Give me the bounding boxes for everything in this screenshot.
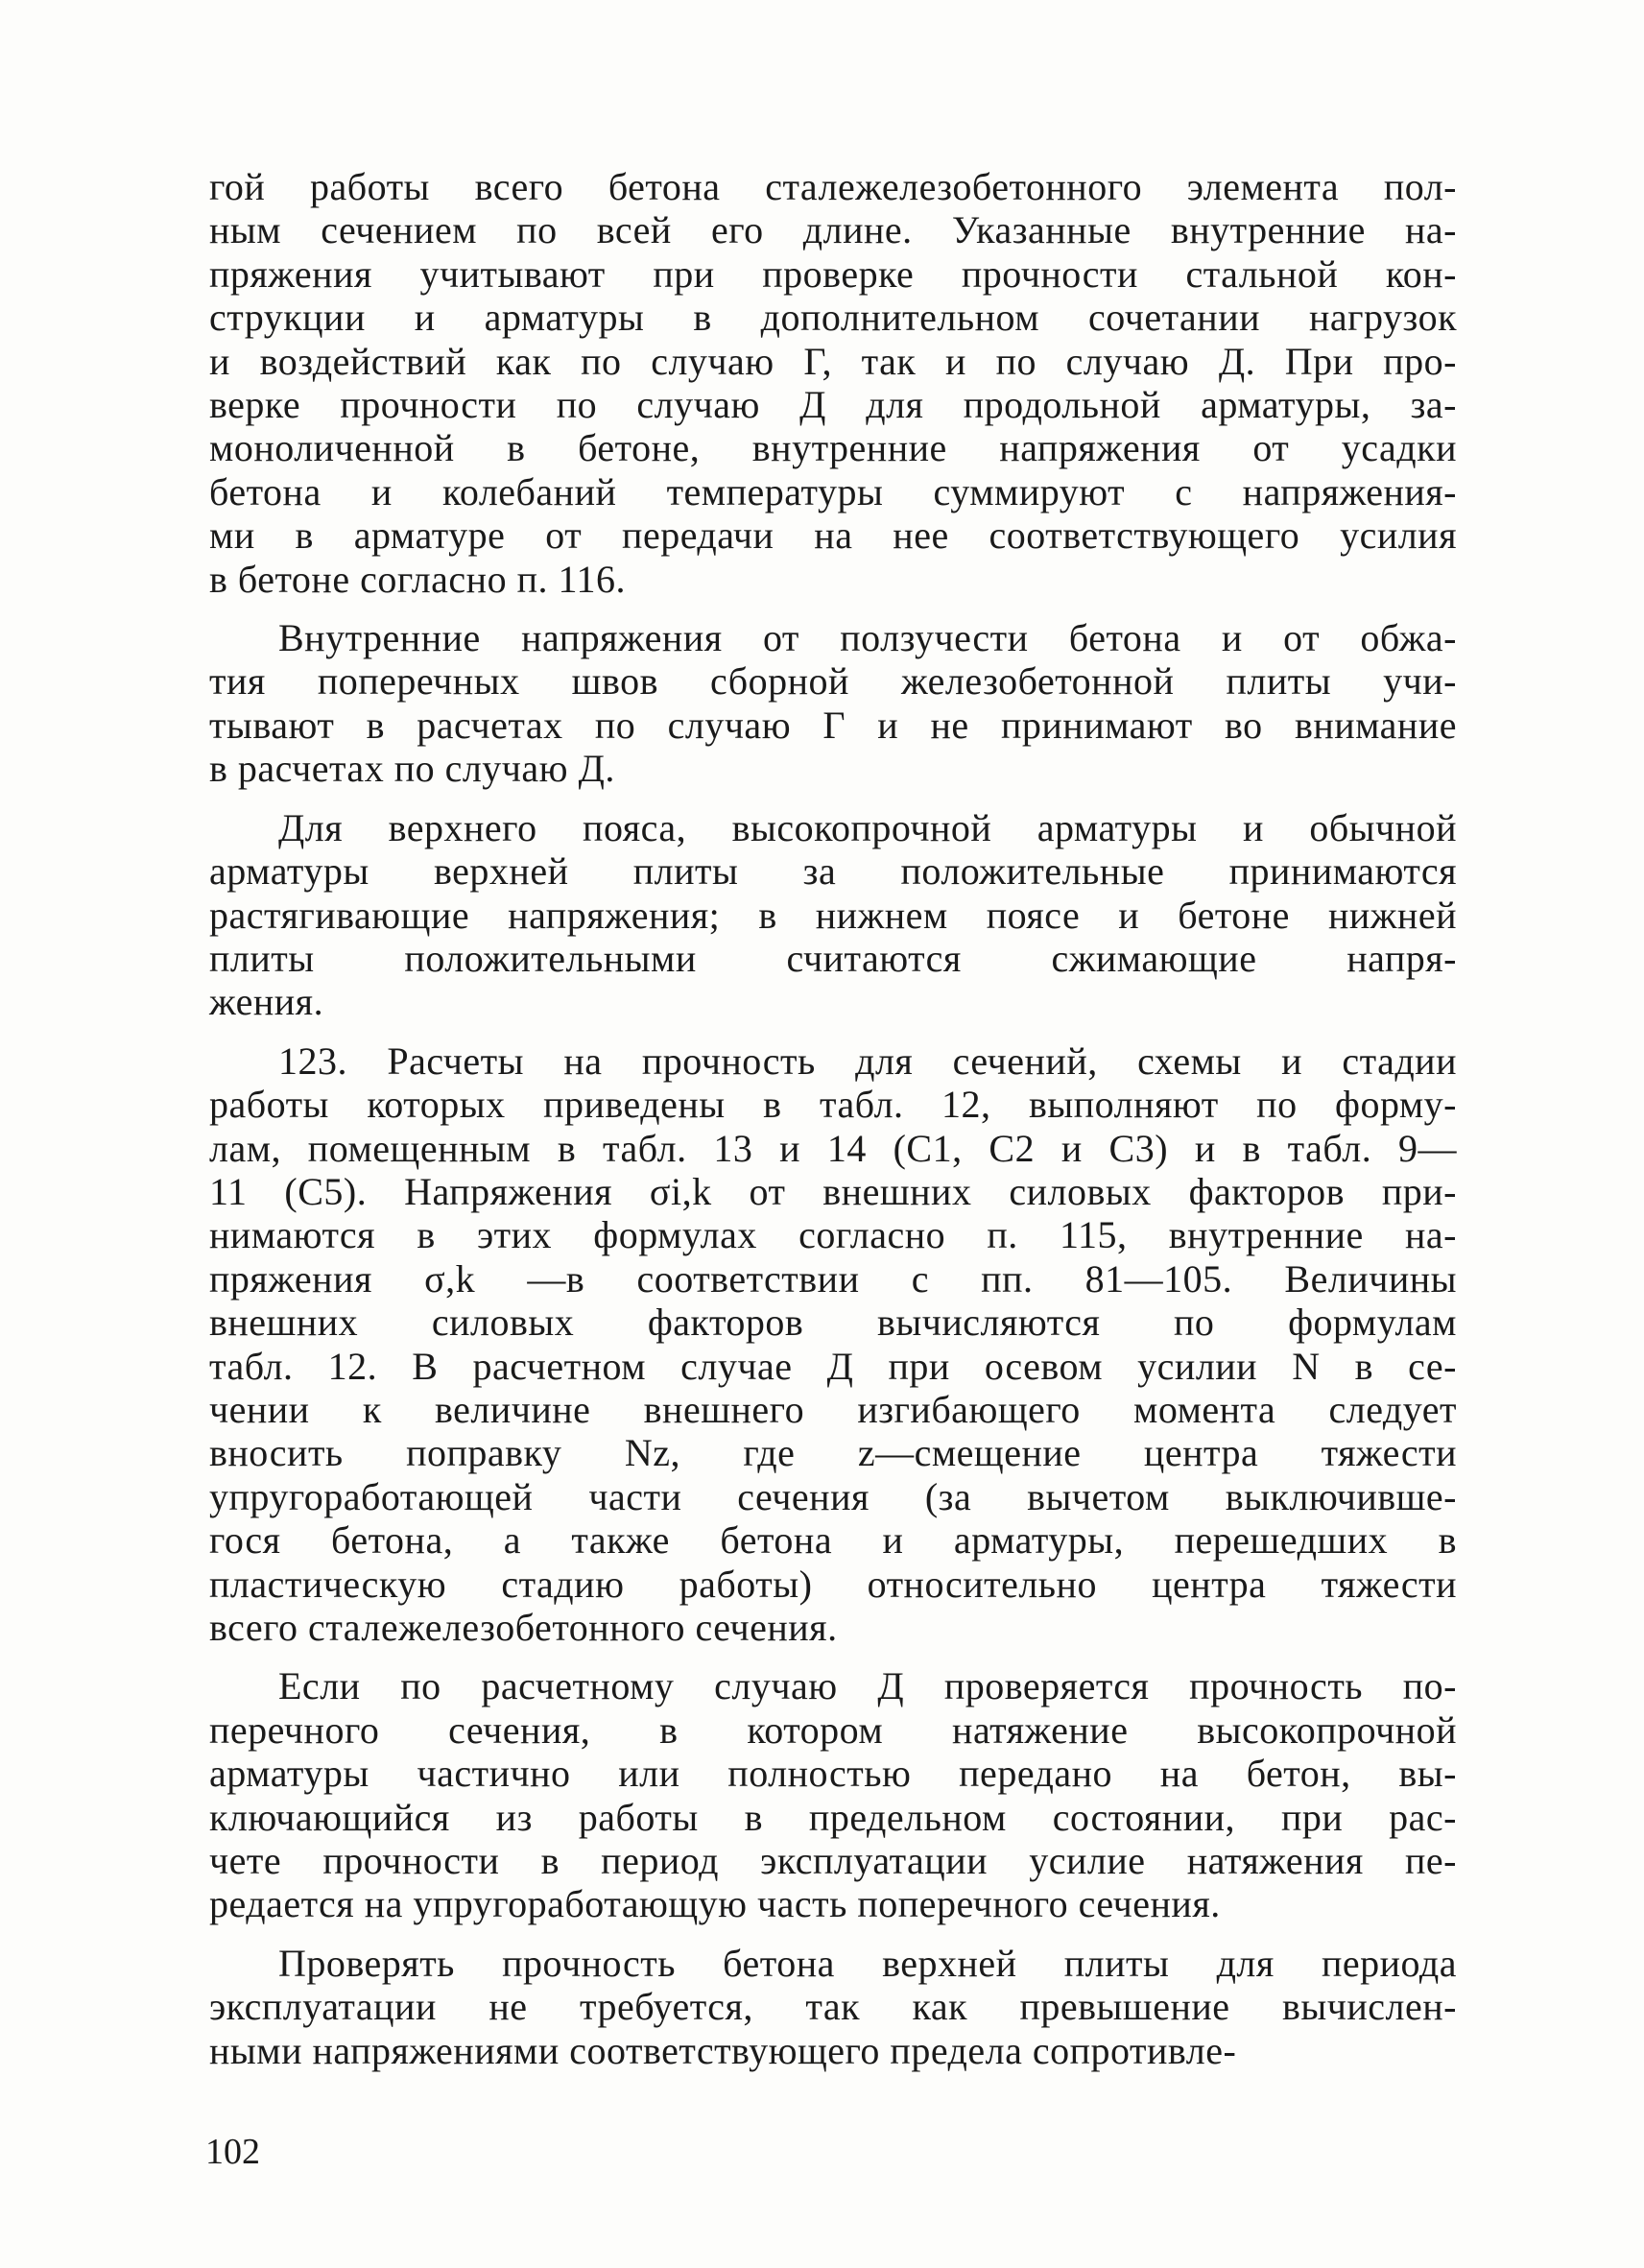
text-line: пряжения σ,k —в соответствии с пп. 81—105. Величины xyxy=(209,1256,1457,1301)
paragraph xyxy=(209,165,1457,601)
text-line: вносить поправку Nz, где z—смещение центра тяжести xyxy=(209,1431,1457,1475)
paragraph xyxy=(209,806,1457,1024)
text-line: пряжения учитывают при проверке прочности стальной кон- xyxy=(209,251,1457,296)
text-line: плиты положительными считаются сжимающие напря- xyxy=(209,936,1457,980)
text-line: Внутренние напряжения от ползучести бетона и от обжа- xyxy=(278,616,1457,660)
text-line: и воздействий как по случаю Г, так и по случаю Д. При про- xyxy=(209,339,1457,383)
text-line: тия поперечных швов сборной железобетонной плиты учи- xyxy=(209,659,1457,704)
text-line: моноличенной в бетоне, внутренние напряжения от усадки xyxy=(209,426,1457,470)
text-line: эксплуатации не требуется, так как превышение вычислен- xyxy=(209,1985,1457,2029)
text-line: редается на упругоработающую часть поперечного сечения. xyxy=(209,1882,1221,1926)
text-line: струкции и арматуры в дополнительном сочетании нагрузок xyxy=(209,296,1457,340)
text-line: ным сечением по всей его длине. Указанные внутренние на- xyxy=(209,208,1457,252)
text-line: чении к величине внешнего изгибающего момента следует xyxy=(209,1387,1457,1431)
paragraph xyxy=(209,1942,1457,2072)
text-line: в расчетах по случаю Д. xyxy=(209,747,615,791)
paragraph xyxy=(209,616,1457,791)
text-line: ключающийся из работы в предельном состоянии, при рас- xyxy=(209,1795,1457,1839)
text-line: Проверять прочность бетона верхней плиты для периода xyxy=(278,1941,1457,1985)
text-line: Если по расчетному случаю Д проверяется прочность по- xyxy=(278,1664,1457,1708)
text-line: всего сталежелезобетонного сечения. xyxy=(209,1606,838,1649)
text-line: нимаются в этих формулах согласно п. 115, внутренние на- xyxy=(209,1213,1457,1257)
page-number: 102 xyxy=(205,2132,260,2172)
text-line: жения. xyxy=(209,980,324,1024)
text-line: Для верхнего пояса, высокопрочной арматуры и обычной xyxy=(278,805,1457,849)
text-line: упругоработающей части сечения (за вычетом выключивше- xyxy=(209,1474,1457,1518)
text-line: в бетоне согласно п. 116. xyxy=(209,557,627,601)
text-line: работы которых приведены в табл. 12, выполняют по форму- xyxy=(209,1083,1457,1127)
body-text xyxy=(209,165,1457,2088)
paragraph xyxy=(209,1664,1457,1925)
text-line: арматуры частично или полностью передано на бетон, вы- xyxy=(209,1752,1457,1796)
text-line: лам, помещенным в табл. 13 и 14 (С1, С2 и С3) и в табл. 9— xyxy=(209,1126,1457,1170)
text-line: пластическую стадию работы) относительно центра тяжести xyxy=(209,1562,1457,1606)
text-line: табл. 12. В расчетном случае Д при осевом усилии N в се- xyxy=(209,1344,1457,1388)
text-line: ми в арматуре от передачи на нее соответствующего усилия xyxy=(209,513,1457,558)
text-line: верке прочности по случаю Д для продольной арматуры, за- xyxy=(209,383,1457,427)
paragraph xyxy=(209,1039,1457,1650)
text-line: растягивающие напряжения; в нижнем поясе и бетоне нижней xyxy=(209,893,1457,937)
text-line: перечного сечения, в котором натяжение высокопрочной xyxy=(209,1707,1457,1752)
text-line: ными напряжениями соответствующего предела сопротивле- xyxy=(209,2028,1237,2072)
text-line: гося бетона, а также бетона и арматуры, перешедших в xyxy=(209,1518,1457,1563)
text-line: арматуры верхней плиты за положительные принимаются xyxy=(209,849,1457,894)
text-line: бетона и колебаний температуры суммируют с напряжения- xyxy=(209,469,1457,513)
text-line: чете прочности в период эксплуатации усилие натяжения пе- xyxy=(209,1839,1457,1883)
text-line: 11 (С5). Напряжения σi,k от внешних силовых факторов при- xyxy=(209,1169,1457,1213)
text-line: 123. Расчеты на прочность для сечений, схемы и стадии xyxy=(278,1039,1457,1083)
text-line: тывают в расчетах по случаю Г и не принимают во внимание xyxy=(209,703,1457,747)
text-line: внешних силовых факторов вычисляются по формулам xyxy=(209,1301,1457,1345)
text-line: гой работы всего бетона сталежелезобетонного элемента пол- xyxy=(209,165,1457,208)
